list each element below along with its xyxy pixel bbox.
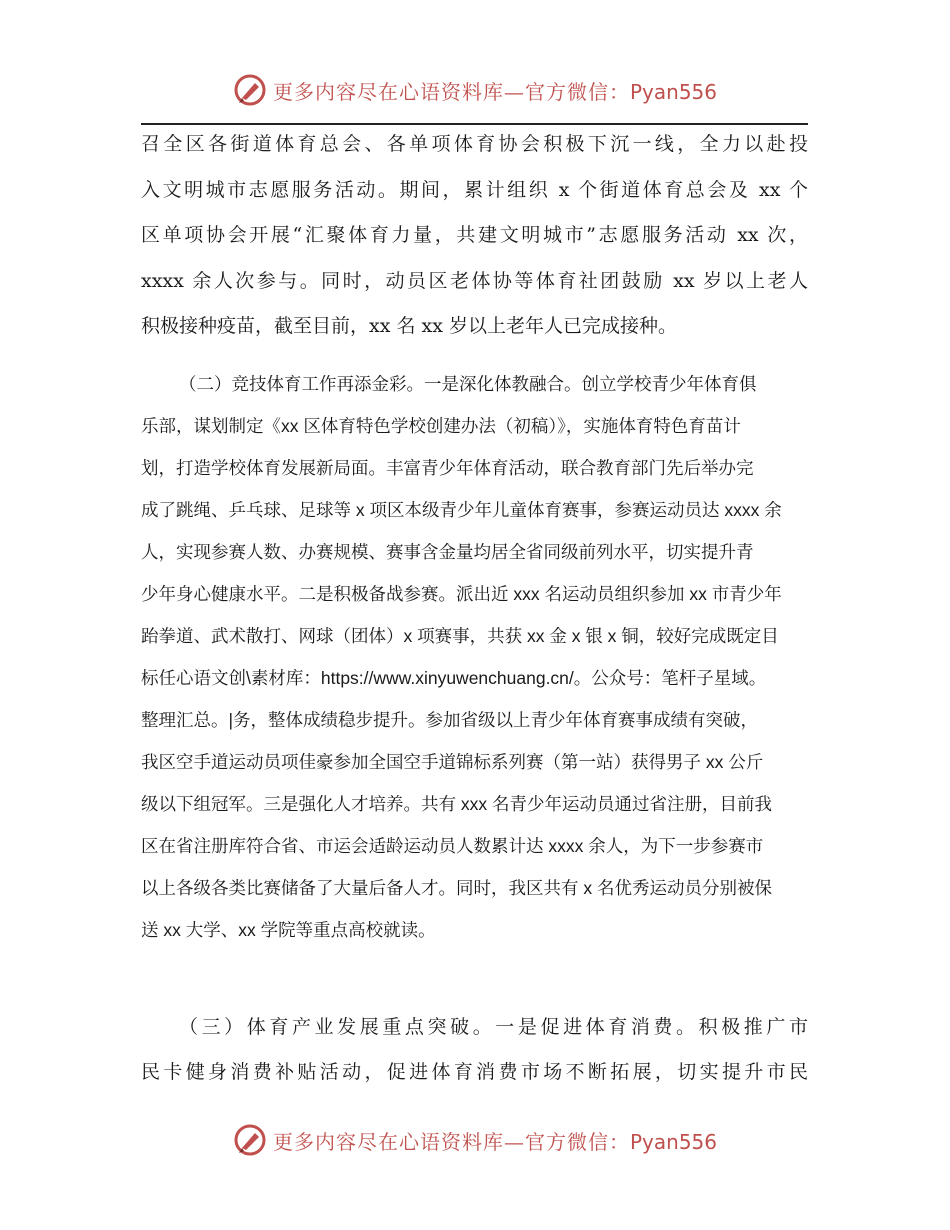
text-line: 我区空手道运动员项佳豪参加全国空手道锦标系列赛（第一站）获得男子 xx 公斤 xyxy=(141,752,764,772)
banner-wechat-id: Pyan556 xyxy=(629,1129,717,1154)
text-line: 人，实现参赛人数、办赛规模、赛事含金量均居全省同级前列水平，切实提升青 xyxy=(141,542,754,562)
text-line: （二）竞技体育工作再添金彩。一是深化体教融合。创立学校青少年体育俱 xyxy=(179,374,757,394)
text-line: 送 xx 大学、xx 学院等重点高校就读。 xyxy=(141,920,436,940)
paragraph-block-1 xyxy=(141,122,808,350)
banner-text xyxy=(273,76,717,105)
footer-banner xyxy=(0,1120,950,1160)
text-line: 划，打造学校体育发展新局面。丰富青少年体育活动，联合教育部门先后举办完 xyxy=(141,458,754,478)
text-line: 标任心语文创\素材库：https://www.xinyuwenchuang.cn/。公众号：笔杆子星域。 xyxy=(141,668,767,688)
text-line: 民卡健身消费补贴活动，促进体育消费市场不断拓展，切实提升市民 xyxy=(141,1061,808,1083)
text-line: 级以下组冠军。三是强化人才培养。共有 xxx 名青少年运动员通过省注册，目前我 xyxy=(141,794,772,814)
text-line: 少年身心健康水平。二是积极备战参赛。派出近 xxx 名运动员组织参加 xx 市青少年 xyxy=(141,584,782,604)
text-line: 区单项协会开展“汇聚体育力量，共建文明城市”志愿服务活动 xx 次， xyxy=(141,224,808,246)
paragraph-block-3 xyxy=(141,1005,808,1095)
pen-logo-icon xyxy=(233,73,267,107)
text-line: 以上各级各类比赛储备了大量后备人才。同时，我区共有 x 名优秀运动员分别被保 xyxy=(141,878,772,898)
pen-logo-icon xyxy=(233,1123,267,1157)
text-line: 入文明城市志愿服务活动。期间，累计组织 x 个街道体育总会及 xx 个 xyxy=(141,178,808,201)
banner-wechat-label: 官方微信： xyxy=(524,79,630,104)
banner-dash: — xyxy=(503,79,525,104)
banner-brand: 更多内容尽在心语资料库 xyxy=(272,1129,504,1154)
header-banner xyxy=(0,70,950,110)
banner-text xyxy=(273,1126,717,1155)
banner-brand: 更多内容尽在心语资料库 xyxy=(272,79,504,104)
paragraph-block-2 xyxy=(141,363,808,951)
text-line: 区在省注册库符合省、市运会适龄运动员人数累计达 xxxx 余人，为下一步参赛市 xyxy=(141,836,764,856)
banner-wechat-label: 官方微信： xyxy=(524,1129,630,1154)
text-line: 乐部，谋划制定《xx 区体育特色学校创建办法（初稿）》，实施体育特色育苗计 xyxy=(141,416,741,436)
text-line: 跆拳道、武术散打、网球（团体）x 项赛事，共获 xx 金 x 银 x 铜，较好完成既定目 xyxy=(141,626,779,646)
text-line: （三）体育产业发展重点突破。一是促进体育消费。积极推广市 xyxy=(179,1016,808,1038)
text-line: 召全区各街道体育总会、各单项体育协会积极下沉一线，全力以赴投 xyxy=(141,133,808,155)
banner-wechat-id: Pyan556 xyxy=(629,79,717,104)
text-line: xxxx 余人次参与。同时，动员区老体协等体育社团鼓励 xx 岁以上老人 xyxy=(141,269,808,292)
text-line: 成了跳绳、乒乓球、足球等 x 项区本级青少年儿童体育赛事，参赛运动员达 xxxx 余 xyxy=(141,500,782,520)
text-line: 积极接种疫苗，截至目前，xx 名 xx 岁以上老年人已完成接种。 xyxy=(141,315,677,337)
banner-dash: — xyxy=(503,1129,525,1154)
text-line: 整理汇总。|务，整体成绩稳步提升。参加省级以上青少年体育赛事成绩有突破， xyxy=(141,710,759,730)
